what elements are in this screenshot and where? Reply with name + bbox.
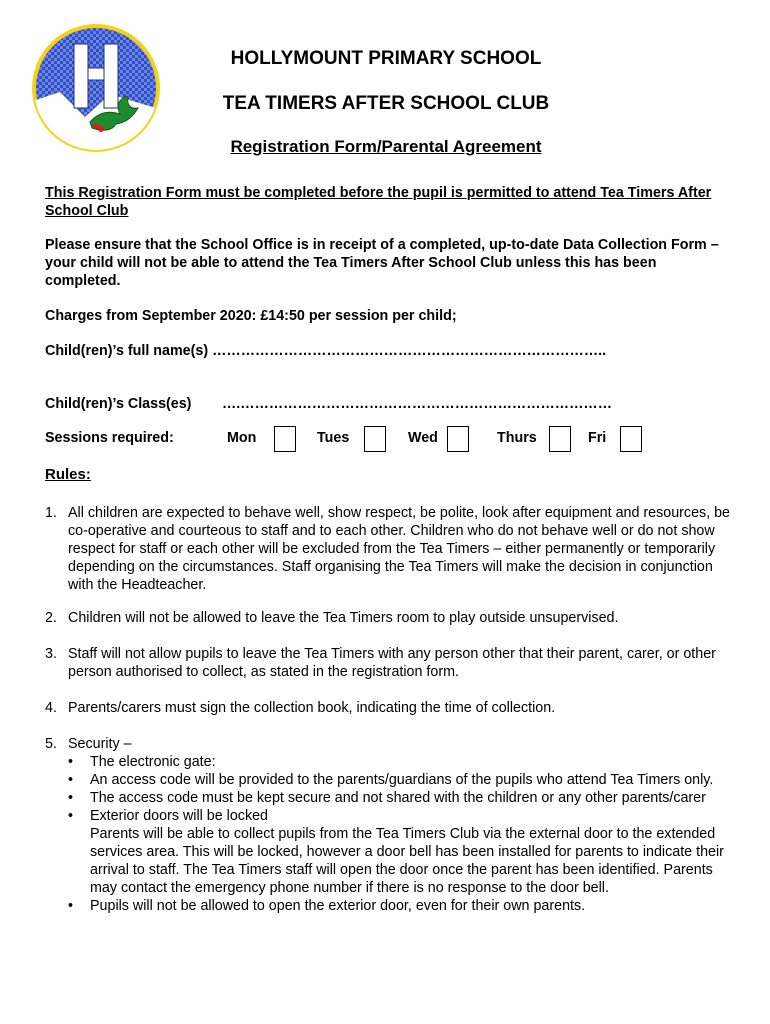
rule-5 (45, 735, 735, 915)
children-names-dots: ……………………………………………………………………….. (212, 343, 607, 359)
children-class-dots: ….…………………………………………………………………… (222, 396, 612, 412)
exterior-doors-detail: Parents will be able to collect pupils from the Tea Timers Club via the external door to the extended services area. This will be locked, however a door bell has been installed for parents to indicate their arrival to staff. The Tea Timers staff will open the door once the parent has been identified. Parents may contact the emergency phone number if there is no response to the door bell. (90, 826, 724, 896)
checkbox-thurs[interactable] (549, 426, 571, 452)
rule-4-text: Parents/carers must sign the collection book, indicating the time of collection. (68, 700, 556, 716)
rule-5-text: Security – (68, 736, 132, 752)
checkbox-tues[interactable] (364, 426, 386, 452)
children-names-label: Child(ren)’s full name(s) (45, 343, 209, 359)
school-name-heading: HOLLYMOUNT PRIMARY SCHOOL (230, 48, 542, 69)
data-collection-note: Please ensure that the School Office is in receipt of a completed, up-to-date Data Collection Form – your child will not be able to attend the Tea Timers After School Club unless this has been completed. (45, 237, 719, 289)
charges-note: Charges from September 2020: £14:50 per session per child; (45, 308, 457, 324)
children-names-field[interactable] (45, 343, 606, 359)
day-label-wed: Wed (408, 430, 438, 446)
rules-heading: Rules: (45, 466, 91, 483)
rule-2-text: Children will not be allowed to leave the Tea Timers room to play outside unsupervised. (68, 610, 619, 626)
children-class-label: Child(ren)’s Class(es) (45, 396, 192, 412)
rule-1-text: All children are expected to behave well, show respect, be polite, look after equipment and resources, be co-operative and courteous to staff and to each other. Children who do not behave well or do not show respect for staff or each other will be excluded from the Tea Timers – either permanently or temporarily depending on the circumstances. Staff organising the Tea Timers will make the decision in conjunction with the Headteacher. (68, 505, 731, 593)
checkbox-mon[interactable] (274, 426, 296, 452)
day-label-mon: Mon (227, 430, 257, 446)
registration-requirement-note: This Registration Form must be completed before the pupil is permitted to attend Tea Timers After School Club (45, 185, 712, 219)
rule-3-text: Staff will not allow pupils to leave the Tea Timers with any person other that their parent, carer, or other person authorised to collect, as stated in the registration form. (68, 646, 716, 680)
bullet-access-code-provided: • An access code will be provided to the parents/guardians of the pupils who attend Tea Timers only. (68, 772, 714, 788)
sessions-label: Sessions required: (45, 430, 174, 446)
bullet-electronic-gate: • The electronic gate: (68, 754, 216, 770)
checkbox-wed[interactable] (447, 426, 469, 452)
bullet-pupils-exterior-door: • Pupils will not be allowed to open the exterior door, even for their own parents. (68, 898, 586, 914)
rule-4 (45, 699, 735, 717)
checkbox-fri[interactable] (620, 426, 642, 452)
rule-1-number: 1. (45, 505, 57, 521)
rule-4-number: 4. (45, 700, 57, 716)
rule-1 (45, 504, 735, 594)
rule-2-number: 2. (45, 610, 57, 626)
day-label-fri: Fri (588, 430, 607, 446)
day-label-tues: Tues (317, 430, 350, 446)
rule-3 (45, 645, 735, 681)
rule-5-number: 5. (45, 736, 57, 752)
children-class-field[interactable] (45, 396, 191, 412)
bullet-exterior-doors: • Exterior doors will be locked (68, 808, 268, 824)
bullet-access-code-secure: • The access code must be kept secure and not shared with the children or any other parents/carer (68, 790, 706, 806)
day-label-thurs: Thurs (497, 430, 537, 446)
rule-3-number: 3. (45, 646, 57, 662)
club-name-heading: TEA TIMERS AFTER SCHOOL CLUB (222, 93, 550, 114)
form-title-heading: Registration Form/Parental Agreement (230, 137, 542, 156)
rule-2 (45, 609, 735, 627)
school-crest-logo (30, 22, 162, 154)
